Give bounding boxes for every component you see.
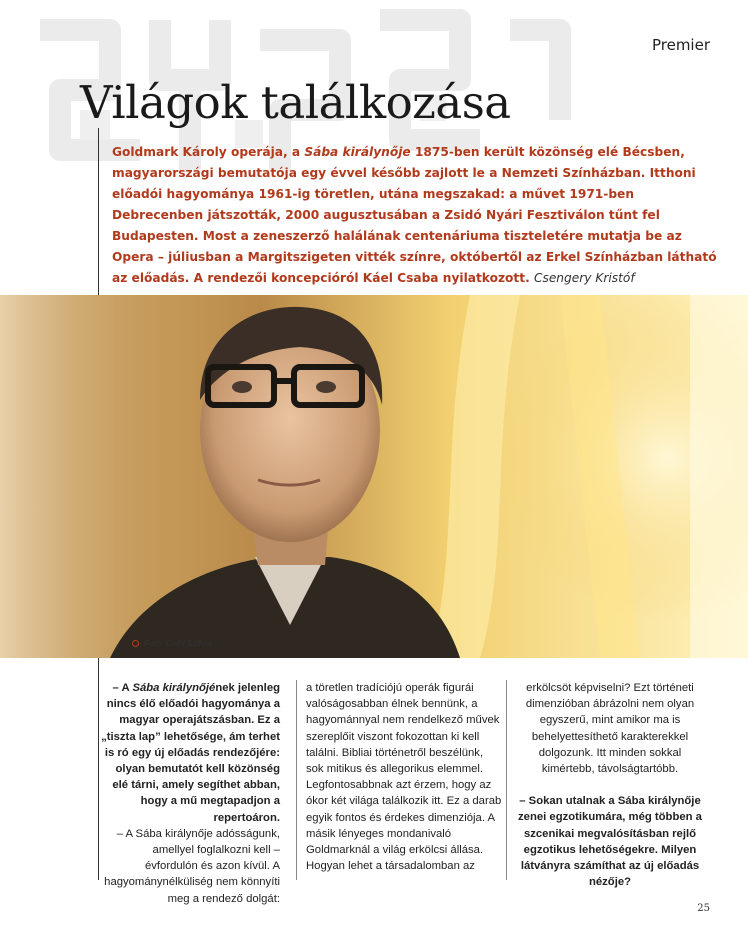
text-column-3: [512, 680, 708, 890]
text-column-2: [306, 680, 502, 874]
interview-question: – A Sába királynőjének jelenleg nincs élő előadói hagyománya a magyar operajátszásban. Ez a „tiszta lap” lehetősége, ám terhet is ró egy új előadás rendezőjére: olyan bemutatót kell közönség elé tárni, amely segíthet abban, hogy a mű megtapadjon a repertoáron.: [101, 682, 280, 824]
section-label: Premier: [651, 36, 710, 54]
text-column-1: [100, 680, 280, 907]
interview-question: – Sokan utalnak a Sába királynője zenei egzotikumára, még többen a szcenikai megvalósításban rejlő egzotikus lehetőségekre. Milyen látványra számíthat az új előadás nézője?: [518, 795, 702, 889]
lead-text: Goldmark Károly operája, a: [112, 145, 305, 159]
caption-marker-icon: [132, 640, 139, 647]
caption-text: Fotó: Csibi Szilvia: [144, 638, 212, 648]
page-number: 25: [697, 903, 710, 914]
article-lead: [112, 142, 722, 289]
lead-opera-title: Sába királynője: [304, 145, 411, 159]
interview-answer: erkölcsöt képviselni? Ezt történeti dimenzióban ábrázolni nem olyan egyszerű, mint amikor ma is behelyettesíthető karakterekkel dolgozunk. Itt minden sokkal kimértebb, távolságtartóbb.: [525, 682, 695, 776]
interview-answer: a töretlen tradíciójú operák figurái valóságosabban élnek bennünk, a hagyománnyal nem rendelkező művek szereplőit viszont fokozottan ki kell találni. Bibliai történetről beszélünk, sok mitikus és allegorikus elemmel. Legfontosabbnak azt érzem, hogy az ókor két világa találkozik itt. Ez a darab egyik fontos és érdekes dimenziója. A másik lényeges mondanivaló Goldmarknál a világ erkölcsi állása. Hogyan lehet a társadalomban az: [306, 682, 502, 873]
column-divider: [506, 680, 507, 880]
author-byline: Csengery Kristóf: [533, 271, 635, 285]
column-divider: [296, 680, 297, 880]
portrait-photo: [0, 295, 748, 658]
photo-caption: [132, 638, 212, 648]
lead-text: 1875-ben került közönség elé Bécsben, magyarországi bemutatója egy évvel később zajlott le a Nemzeti Színházban. Itthoni előadói hagyománya 1961-ig töretlen, utána megszakad: a művet 1971-ben Debrecenben játszották, 2000 augusztusában a Zsidó Nyári Fesztiválon tűnt fel Budapesten. Most a zeneszerző halálának centenáriuma tiszteletére mutatja be az Opera – júliusban a Margitszigeten vitték színre, októbertől az Erkel Színházban látható az előadás. A rendezői koncepcióról Káel Csaba nyilatkozott.: [112, 145, 717, 285]
article-title: Világok találkozása: [80, 76, 511, 129]
interview-answer: – A Sába királynője adósságunk, amellyel foglalkozni kell – évfordulón és azon kívül. A hagyománynélküliség nem könnyíti meg a rendező dolgát:: [104, 827, 280, 905]
divider-line: [98, 128, 99, 308]
